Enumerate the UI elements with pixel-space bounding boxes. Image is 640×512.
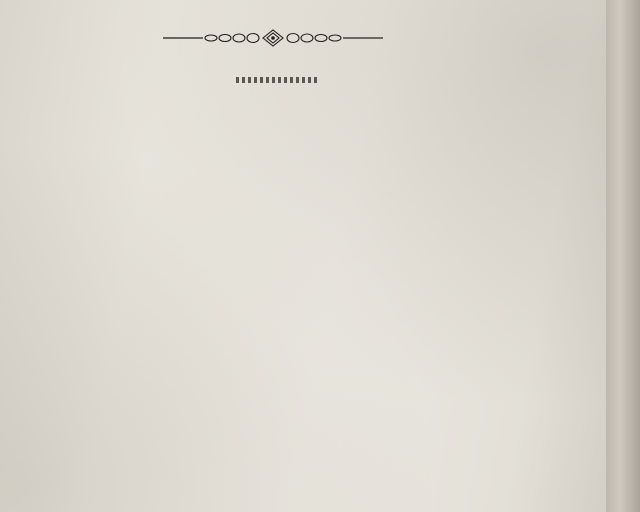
adjacent-page-edge bbox=[606, 0, 640, 512]
section-divider bbox=[236, 77, 318, 83]
decorative-rule-ornament bbox=[163, 28, 383, 48]
